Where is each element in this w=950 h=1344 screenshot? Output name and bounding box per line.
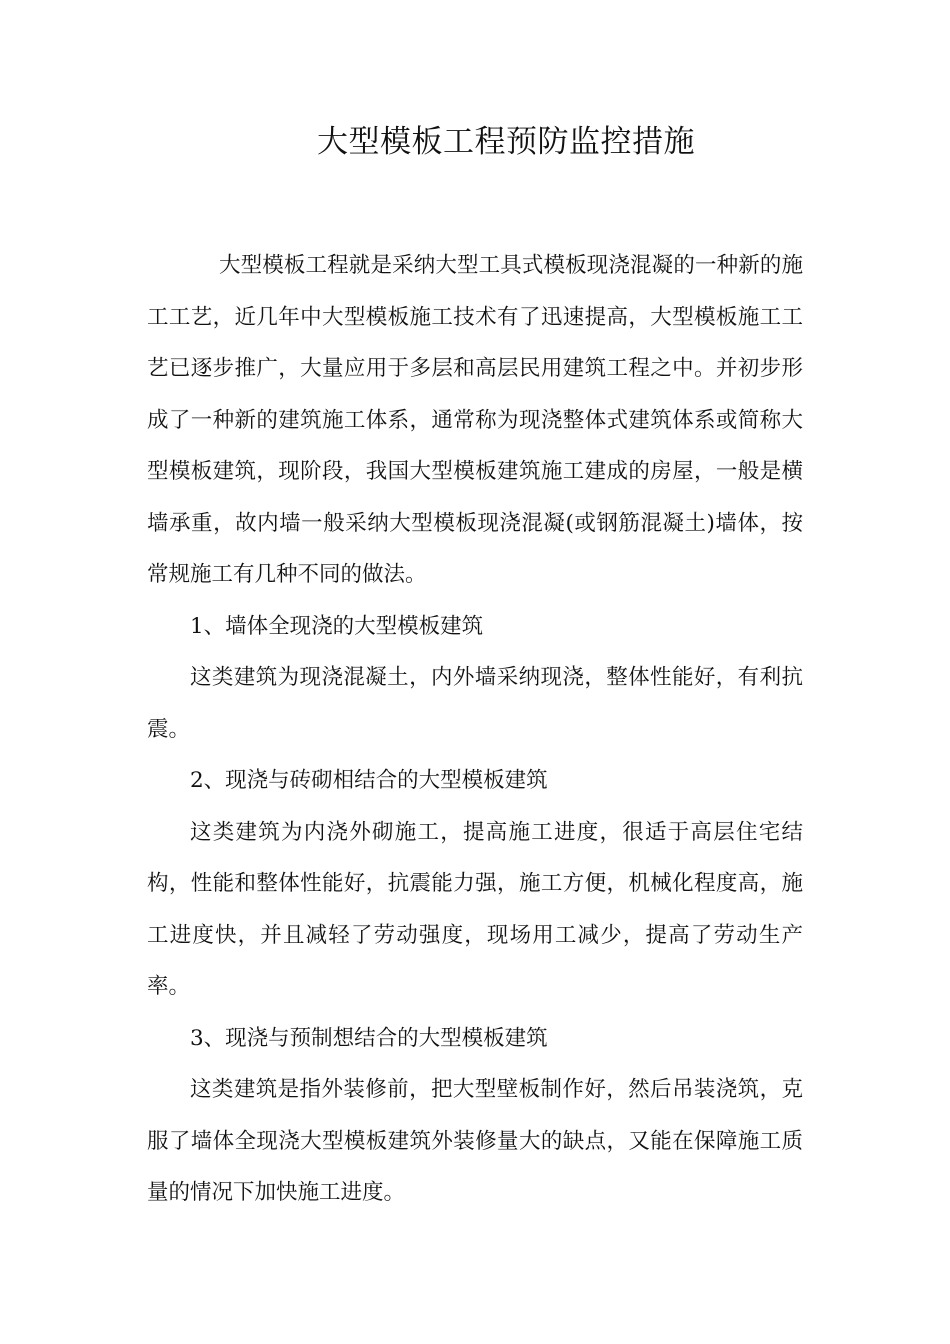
section-paragraph-3: 这类建筑是指外装修前，把大型壁板制作好，然后吊装浇筑，克服了墙体全现浇大型模板建筑外装修量大的缺点，又能在保障施工质量的情况下加快施工进度。	[147, 1077, 803, 1205]
document-title: 大型模板工程预防监控措施	[317, 124, 695, 160]
section-paragraph-2: 这类建筑为内浇外砌施工，提高施工进度，很适于高层住宅结构，性能和整体性能好，抗震能力强，施工方便，机械化程度高，施工进度快，并且减轻了劳动强度，现场用工减少，提高了劳动生产率。	[147, 819, 803, 999]
section-paragraph-1: 这类建筑为现浇混凝土，内外墙采纳现浇，整体性能好，有利抗震。	[147, 665, 803, 742]
intro-paragraph: 大型模板工程就是采纳大型工具式模板现浇混凝的一种新的施工工艺，近几年中大型模板施工技术有了迅速提高，大型模板施工工艺已逐步推广，大量应用于多层和高层民用建筑工程之中。并初步形成了一种新的建筑施工体系，通常称为现浇整体式建筑体系或简称大型模板建筑，现阶段，我国大型模板建筑施工建成的房屋，一般是横墙承重，故内墙一般采纳大型模板现浇混凝(或钢筋混凝土)墙体，按常规施工有几种不同的做法。	[147, 253, 803, 587]
document-body	[147, 240, 803, 1219]
section-heading-2: 2、现浇与砖砌相结合的大型模板建筑	[190, 768, 548, 793]
section-heading-1: 1、墙体全现浇的大型模板建筑	[190, 613, 484, 639]
section-heading-3: 3、现浇与预制想结合的大型模板建筑	[190, 1025, 548, 1051]
